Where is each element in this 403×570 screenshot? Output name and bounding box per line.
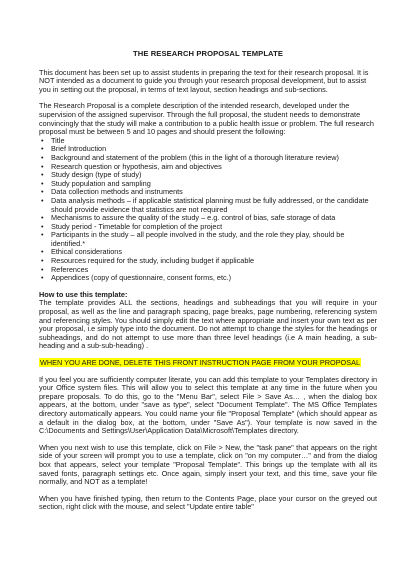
description-paragraph: The Research Proposal is a complete description of the intended research, developed under the supervision of the assigned supervisor. Through the full proposal, the student needs to demonstrate convincingly that the study will make a contribution to a public health issue or problem. The full research proposal must be between 5 and 10 pages and should present the following: (39, 101, 374, 137)
list-item: • Participants in the study – all people involved in the study, and the role they play, should be identified.* (39, 231, 377, 248)
list-item: • Appendices (copy of questionnaire, consent forms, etc.) (39, 274, 377, 283)
proposal-sections-list (39, 137, 377, 283)
list-item: • Title (39, 137, 377, 146)
list-item: • Resources required for the study, including budget if applicable (39, 257, 377, 266)
list-item: • Data collection methods and instruments (39, 188, 377, 197)
list-item: • Research question or hypothesis, aim and objectives (39, 163, 377, 172)
highlight-notice: WHEN YOU ARE DONE, DELETE THIS FRONT INSTRUCTION PAGE FROM YOUR PROPOSAL (40, 358, 361, 367)
list-item: • Background and statement of the problem (this in the light of a thorough literature review) (39, 154, 377, 163)
how-to-heading: How to use this template: (39, 289, 128, 299)
notice-line (39, 359, 377, 368)
list-item: • Data analysis methods – if applicable statistical planning must be fully addressed, or the candidate should provide evidence that statistics are not required (39, 197, 377, 214)
list-item: • Study design (type of study) (39, 171, 377, 180)
finish-paragraph: When you have finished typing, then return to the Contents Page, place your cursor on the greyed out section, right click with the mouse, and select "Update entire table" (39, 493, 377, 512)
list-item: • Mechanisms to assure the quality of the study – e.g. control of bias, safe storage of data (39, 214, 377, 223)
list-item: • Ethical considerations (39, 248, 377, 257)
save-template-paragraph: If you feel you are sufficiently computer literate, you can add this template to your Templates directory in your Office system files. This will allow you to select this template at any time in the future when you prepare proposals. To do this, go to the "Menu Bar", select File > Save As… , when the dialog box appears, at the bottom, under "save as type", select "Document Template". The MS Office Templates directory automatically appears. You could name your file "Proposal Template" (which should appear as a default in the dialog box, at the bottom, under "Save As"). Your template is now saved in the C:\Documents and Settings\User\Application Data\Microsoft\Templates directory. (39, 374, 377, 436)
list-item: • References (39, 266, 377, 275)
use-template-paragraph: When you next wish to use this template, click on File > New, the "task pane" that appears on the right side of your screen will prompt you to use a template, click on "on my computer…" and from the dialog box that appears, select your template "Proposal Template". This brings up the template with all its saved fonts, paragraph settings etc. Once again, simply insert your text, and this time, save your file normally, and NOT as a template! (39, 442, 377, 487)
how-to-paragraph: The template provides ALL the sections, headings and subheadings that you will require in your proposal, as well as the line and paragraph spacing, page breaks, page numbering, referencing system and referencing styles. You should simply edit the text where appropriate and insert your own text as per your proposal, i.e simply type into the document. Do not attempt to change the styles for the headings or subheadings, and do not attempt to use more than three level headings (i.e A main heading, a sub-heading and a sub-sub-heading) . (39, 298, 377, 351)
list-item: • Study period - Timetable for completion of the project (39, 223, 377, 232)
list-item: • Study population and sampling (39, 180, 377, 189)
list-item: • Brief Introduction (39, 145, 377, 154)
document-title: THE RESEARCH PROPOSAL TEMPLATE (133, 49, 283, 58)
intro-paragraph: This document has been set up to assist students in preparing the text for their research proposal. It is NOT intended as a document to guide you through your research proposal development, but to assist you in setting out the proposal, in terms of text layout, section headings and sub-sections. (39, 67, 369, 94)
